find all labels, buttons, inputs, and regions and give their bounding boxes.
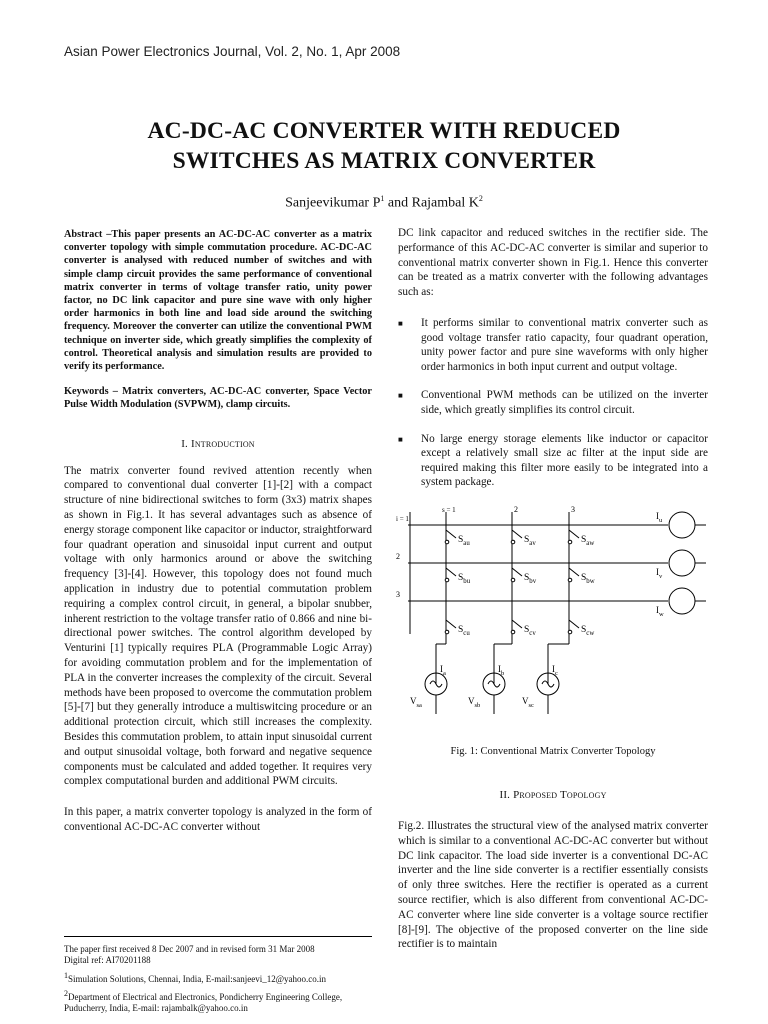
advantage-text: No large energy storage elements like inductor or capacitor except a relatively small size ac filter at the input side are required making this filter more easily to be integrated into a system package. xyxy=(421,432,708,489)
switch-label: $S_{cv}$ xyxy=(524,624,536,637)
title-line-2: SWITCHES AS MATRIX CONVERTER xyxy=(172,148,596,174)
author-1-affiliation: 1 xyxy=(380,194,385,203)
switch-node xyxy=(568,630,572,634)
switch-contact xyxy=(569,530,579,538)
source-voltage-label: $V_{sb}$ xyxy=(468,695,481,709)
switch-label: $S_{bv}$ xyxy=(524,572,537,585)
switch-node xyxy=(445,540,449,544)
column-label: s = 1 xyxy=(442,505,456,514)
right-column xyxy=(398,226,708,952)
advantage-item xyxy=(398,388,708,417)
output-source-circle xyxy=(669,512,695,538)
switch-node xyxy=(511,540,515,544)
figure-1-caption: Fig. 1: Conventional Matrix Converter Topology xyxy=(450,745,656,757)
row-label: i = 1 xyxy=(396,514,409,523)
author-1: Sanjeevikumar P xyxy=(285,195,381,211)
authors xyxy=(0,194,768,212)
bullet-marker: ■ xyxy=(398,391,403,401)
keywords: Keywords – Matrix converters, AC-DC-AC converter, Space Vector Pulse Width Modulation (SVPWM), clamp circuits. xyxy=(64,386,372,411)
matrix-converter-topology-figure xyxy=(398,504,708,744)
section-proposed-topology-heading: II. Proposed Topology xyxy=(499,788,607,801)
left-column xyxy=(64,228,372,835)
footnote-2-text: Department of Electrical and Electronics, Pondicherry Engineering College, Puducherry, India, E-mail: rajambalk@yahoo.co.in xyxy=(64,991,343,1014)
proposed-topology-paragraph: Fig.2. Illustrates the structural view of the analysed matrix converter which is similar to a conventional AC-DC-AC converter but without DC link capacitor. The load side inverter is a conventional DC-AC inverter and the line side converter is a rectifier essentially consists of only three switches. Here the rectifier is operated as a current source rectifier, which is also different from conventional AC-DC-AC converter where line side converter is a voltage source rectifier [8]-[9]. The objective of the proposed converter on the line side rectifier is to maintain xyxy=(398,819,708,951)
switch-contact xyxy=(512,568,522,576)
intro-paragraph-1: The matrix converter found revived attention recently when compared to conventional dual converter [1]-[2] with a compact structure of nine bidirectional switches to form (3x3) matrix shapes as shown in Fig.1. It has several advantages such as absence of energy storage component like capacitor or inductor, straightforward four quadrant operation and sinusoidal input current and output voltage with only harmonics around or above the switching frequency [3]-[4]. However, this topology does not found much application in industry due to potential commutation problem requiring a complex control circuit, in general, a bipolar snubber, inherent restriction to the voltage transfer ratio of 0.866 and nine bi-directional power switches. The control algorithm developed by Venturini [1] typically requires PLA (Programmable Logic Array) for avoiding commutation problem and for the implementation of PLA in the converter increases the complexity of the circuit. Several methods have been proposed to overcome the commutation problem [5]-[7] but they generally introduce a multiswitcing procedure or an additional protection circuit, which still increases the complexity. Besides this commutation problem, to attain input sinusoidal current and output sinusoidal voltage, both forward and negative sequence components must be calculated and added together. It requires very complex computational burden and additional PWM circuits. xyxy=(64,464,372,788)
footnote-2 xyxy=(64,988,372,1015)
column-label: 3 xyxy=(571,504,575,514)
switch-label: $S_{cu}$ xyxy=(458,624,470,637)
source-voltage-label: $V_{sa}$ xyxy=(410,695,422,709)
output-source-circle xyxy=(669,588,695,614)
footnotes xyxy=(64,936,372,1014)
input-current-label: $I_c$ xyxy=(552,663,558,677)
row-label: 3 xyxy=(396,589,400,599)
output-current-label: $I_w$ xyxy=(656,604,664,618)
author-2: Rajambal K xyxy=(411,195,479,211)
title-line-1: AC-DC-AC CONVERTER WITH REDUCED xyxy=(147,118,621,144)
switch-contact xyxy=(569,620,579,628)
paper-title xyxy=(60,116,708,176)
footnote-1-mark: 1 xyxy=(64,970,68,980)
intro-paragraph-2: In this paper, a matrix converter topology is analyzed in the form of conventional AC-DC-AC converter without xyxy=(64,806,372,833)
switch-label: $S_{av}$ xyxy=(524,534,536,547)
switch-node xyxy=(445,630,449,634)
switch-node xyxy=(511,630,515,634)
switch-contact xyxy=(446,620,456,628)
digital-ref: Digital ref: AI70201188 xyxy=(64,955,151,966)
switch-node xyxy=(511,578,515,582)
advantage-text: Conventional PWM methods can be utilized on the inverter side, which greatly simplifies its control circuit. xyxy=(421,389,708,416)
input-current-label: $I_a$ xyxy=(440,663,446,677)
input-current-label: $I_b$ xyxy=(498,663,505,677)
switch-label: $S_{bw}$ xyxy=(581,572,595,585)
footnote-1-text: Simulation Solutions, Chennai, India, E-mail:sanjeevi_12@yahoo.co.in xyxy=(68,973,327,984)
switch-label: $S_{bu}$ xyxy=(458,572,471,585)
output-current-label: $I_v$ xyxy=(656,566,663,580)
switch-contact xyxy=(512,530,522,538)
bullet-marker: ■ xyxy=(398,434,403,444)
footnote-1 xyxy=(64,970,372,985)
switch-contact xyxy=(446,568,456,576)
switch-label: $S_{cw}$ xyxy=(581,624,595,637)
journal-header: Asian Power Electronics Journal, Vol. 2, No. 1, Apr 2008 xyxy=(64,44,401,59)
column-label: 2 xyxy=(514,504,518,514)
advantage-item xyxy=(398,316,708,374)
right-paragraph-1: DC link capacitor and reduced switches in the rectifier side. The performance of this AC-DC-AC converter is similar and superior to conventional matrix converter shown in Fig.1. Hence this converter can be treated as a matrix converter with the following advantages such as: xyxy=(398,227,708,299)
switch-label: $S_{au}$ xyxy=(458,534,470,547)
footnote-2-mark: 2 xyxy=(64,988,68,998)
author-conjunction: and xyxy=(384,195,412,211)
switch-contact xyxy=(569,568,579,576)
advantage-item xyxy=(398,432,708,490)
abstract: Abstract –This paper presents an AC-DC-AC converter as a matrix converter topology with simple commutation procedure. AC-DC-AC converter is analysed with reduced number of switches and with simple clamp circuit provides the same performance of conventional matrix converter in terms of voltage transfer ratio, unity power factor, no DC link capacitor and pure sine wave with only higher order harmonics in both line and load side around the switching frequency. Moreover the converter can utilize the conventional PWM technique on inverter side, which greatly simplifies the complexity of control. Theoretical analysis and simulation results are provided to verify its performance. xyxy=(64,229,372,373)
source-voltage-label: $V_{sc}$ xyxy=(522,695,534,709)
received-note: The paper first received 8 Dec 2007 and in revised form 31 Mar 2008 xyxy=(64,944,315,954)
advantage-text: It performs similar to conventional matrix converter such as good voltage transfer ratio capacity, four quadrant operation, unity power factor and pure sine waveforms with only higher order harmonics in both input current and output voltage. xyxy=(421,316,708,373)
switch-contact xyxy=(512,620,522,628)
switch-label: $S_{aw}$ xyxy=(581,534,595,547)
switch-node xyxy=(568,540,572,544)
switch-node xyxy=(568,578,572,582)
bullet-marker: ■ xyxy=(398,318,403,328)
author-2-affiliation: 2 xyxy=(478,194,483,203)
output-source-circle xyxy=(669,550,695,576)
row-label: 2 xyxy=(396,551,400,561)
output-current-label: $I_u$ xyxy=(656,510,663,524)
advantages-list xyxy=(398,316,708,490)
switch-node xyxy=(445,578,449,582)
switch-contact xyxy=(446,530,456,538)
section-introduction-heading: I. Introduction xyxy=(181,437,255,450)
